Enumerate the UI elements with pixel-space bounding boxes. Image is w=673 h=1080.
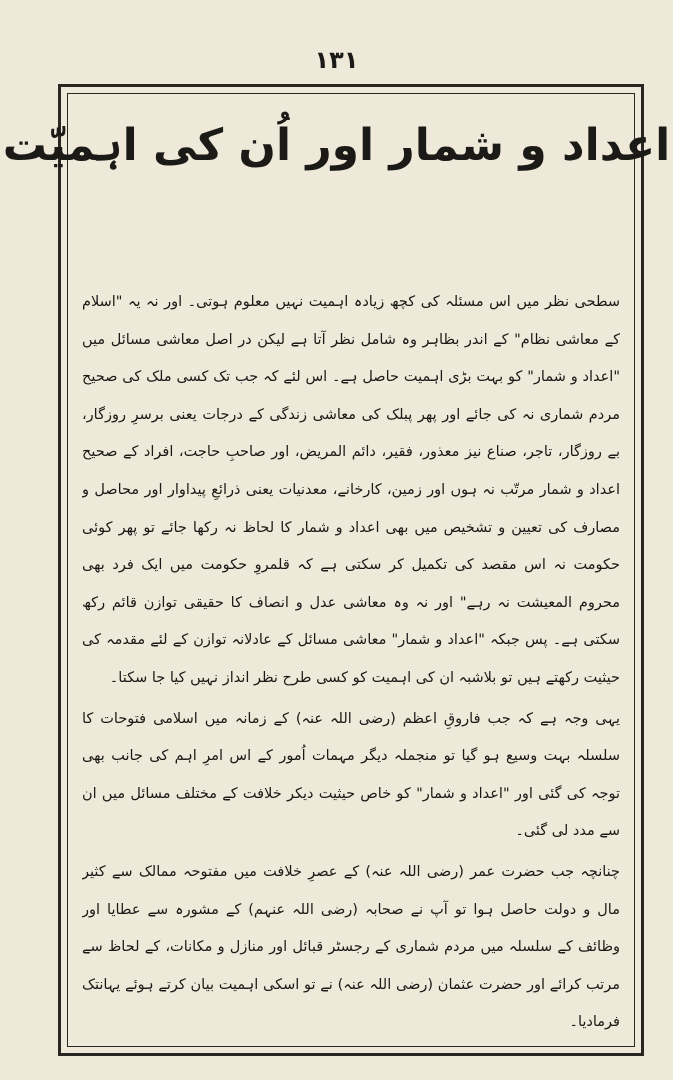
paragraph-1 — [82, 284, 620, 698]
page-number: ۱۳۱ — [314, 46, 359, 74]
body-text — [82, 284, 620, 1042]
paragraph-2 — [82, 701, 620, 851]
paragraph-text: سطحی نظر میں اس مسئلہ کی کچھ زیادہ اہمیت نہیں معلوم ہوتی۔ اور نہ یہ "اسلام کے معاشی نظام" کے اندر بظاہر وہ شامل نظر آتا ہے لیکن در اصل معاشی مسائل میں "اعداد و شمار" کو بہت بڑی اہمیت حاصل ہے۔ اس لئے کہ جب تک کسی ملک کی صحیح مردم شماری نہ کی جائے اور پھر پبلک کی معاشی زندگی کے درجات یعنی برسرِ روزگار، بے روزگار، تاجر، صناع نیز معذور، فقیر، دائم المریض، اور صاحبِ حاجت، افراد کے صحیح اعداد و شمار مرتّب نہ ہوں اور زمین، کارخانے، معدنیات یعنی ذرائعِ پیداوار اور محاصل و مصارف کی تعیین و تشخیص میں بھی اعداد و شمار کا لحاظ نہ رکھا جائے تو پھر کوئی حکومت نہ اس مقصد کی تکمیل کر سکتی ہے کہ قلمروِ حکومت میں ایک فرد بھی محروم المعیشت نہ رہے" اور نہ وہ معاشی عدل و انصاف کا حقیقی توازن قائم رکھ سکتی ہے۔ پس جبکہ "اعداد و شمار" معاشی مسائل کے عادلانہ توازن کے لئے مقدمہ کی حیثیت رکھتے ہیں تو بلاشبہ ان کی اہمیت کو کسی طرح نظر انداز نہیں کیا جا سکتا۔ — [82, 294, 620, 686]
paragraph-text: یہی وجہ ہے کہ جب فاروقِ اعظم (رضی اللہ عنہ) کے زمانہ میں اسلامی فتوحات کا سلسلہ بہت وسیع ہو گیا تو منجملہ دیگر مہمات اُمور کے اس امرِ اہم کی جانب بھی توجہ کی گئی اور "اعداد و شمار" کو خاص حیثیت دیکر خلافت کے مختلف مسائل میں ان سے مدد لی گئی۔ — [82, 710, 620, 840]
chapter-title: اعداد و شمار اور اُن کی اہمیّت — [2, 120, 671, 171]
paragraph-text: چنانچہ جب حضرت عمر (رضی اللہ عنہ) کے عصرِ خلافت میں مفتوحہ ممالک سے کثیر مال و دولت حاصل ہوا تو آپ نے صحابہ (رضی اللہ عنہم) کے مشورہ سے عطایا اور وظائف کے سلسلہ میں مردم شماری کے رجسٹر قبائل اور منازل و مکانات، کے لحاظ سے مرتب کرائے اور حضرت عثمان (رضی اللہ عنہ) نے تو اسکی اہمیت بیان کرتے ہوئے یہانتک فرمادیا۔ — [82, 863, 620, 1031]
paragraph-3 — [82, 854, 620, 1042]
